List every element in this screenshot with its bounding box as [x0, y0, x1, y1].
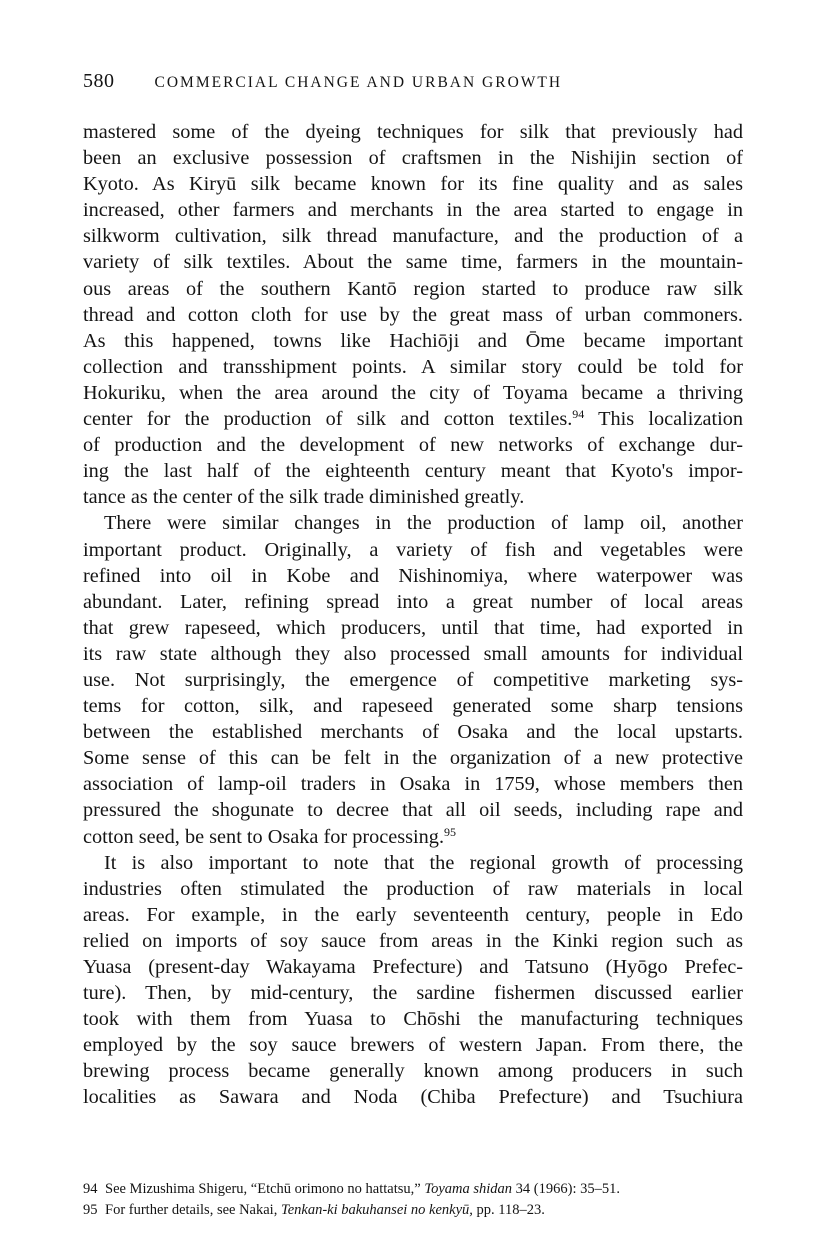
text-line: been an exclusive possession of craftsmen in the Nishijin section of [83, 147, 743, 170]
text-line: cotton seed, be sent to Osaka for processing.$^{95}$ [83, 824, 457, 848]
text-line: between the established merchants of Osaka and the local upstarts. [83, 721, 743, 744]
text-line: increased, other farmers and merchants in the area started to engage in [83, 199, 743, 222]
text-line: ous areas of the southern Kantō region started to produce raw silk [83, 277, 743, 300]
footnote-ref-94: 94 [572, 407, 585, 422]
text-line: Some sense of this can be felt in the organization of a new protective [83, 747, 743, 770]
text-line: localities as Sawara and Noda (Chiba Prefecture) and Tsuchiura [83, 1086, 743, 1109]
footnote-number: 95 [83, 1202, 98, 1218]
text-line: Yuasa (present-day Wakayama Prefecture) and Tatsuno (Hyōgo Prefec- [83, 956, 743, 978]
text-line: of production and the development of new networks of exchange dur- [83, 434, 743, 457]
text-line: mastered some of the dyeing techniques for silk that previously had [83, 121, 743, 143]
text-line: important product. Originally, a variety of fish and vegetables were [83, 538, 743, 561]
text-line: areas. For example, in the early seventeenth century, people in Edo [83, 903, 743, 926]
footnote-number: 94 [83, 1181, 98, 1197]
text-line: Kyoto. As Kiryū silk became known for its fine quality and as sales [83, 173, 743, 196]
text-line: industries often stimulated the production of raw materials in local [83, 877, 743, 900]
text-line: thread and cotton cloth for use by the great mass of urban commoners. [83, 303, 743, 326]
text-line: brewing process became generally known among producers in such [83, 1060, 743, 1083]
text-line: center for the production of silk and cotton textiles.$^{94}$ This localization [83, 407, 743, 431]
text-line: ing the last half of the eighteenth century meant that Kyoto's impor- [83, 460, 743, 483]
journal-title: Toyama shidan [424, 1181, 513, 1197]
footnote-95: 95 For further details, see Nakai, Tenkan-ki bakuhansei no kenkyū, pp. 118–23. [83, 1200, 743, 1221]
text-line: its raw state although they also processed small amounts for individual [83, 642, 743, 665]
text-line: ture). Then, by mid-century, the sardine fishermen discussed earlier [83, 982, 743, 1005]
footnotes [83, 1179, 743, 1221]
text-line: Hokuriku, when the area around the city of Toyama became a thriving [83, 381, 743, 404]
running-title: COMMERCIAL CHANGE AND URBAN GROWTH [154, 74, 563, 91]
text-line: took with them from Yuasa to Chōshi the manufacturing techniques [83, 1008, 743, 1031]
text-line: silkworm cultivation, silk thread manufacture, and the production of a [83, 225, 743, 248]
text-line: abundant. Later, refining spread into a great number of local areas [83, 590, 743, 613]
text-line: use. Not surprisingly, the emergence of competitive marketing sys- [83, 668, 743, 691]
text-line: tems for cotton, silk, and rapeseed generated some sharp tensions [83, 695, 743, 718]
text-line: There were similar changes in the production of lamp oil, another [104, 512, 743, 535]
text-line: collection and transshipment points. A similar story could be told for [83, 355, 743, 378]
text-line: that grew rapeseed, which producers, until that time, had exported in [83, 616, 743, 639]
body-text [83, 119, 743, 1111]
text-line: pressured the shogunate to decree that all oil seeds, including rape and [83, 799, 743, 822]
text-line: association of lamp-oil traders in Osaka in 1759, whose members then [83, 773, 743, 796]
text-line: tance as the center of the silk trade diminished greatly. [83, 486, 525, 509]
text-line: refined into oil in Kobe and Nishinomiya, where waterpower was [83, 564, 743, 587]
text-line: relied on imports of soy sauce from areas in the Kinki region such as [83, 929, 743, 952]
book-title: Tenkan-ki bakuhansei no kenkyū, [280, 1202, 473, 1218]
footnote-94: 94 See Mizushima Shigeru, “Etchū orimono no hattatsu,” Toyama shidan 34 (1966): 35–51. [83, 1179, 743, 1200]
page-number: 580 [83, 70, 115, 92]
text-line: As this happened, towns like Hachiōji and Ōme became important [83, 329, 743, 352]
running-head [83, 70, 743, 100]
text-line: It is also important to note that the regional growth of processing [104, 851, 743, 874]
text-line: employed by the soy sauce brewers of western Japan. From there, the [83, 1034, 743, 1057]
footnote-ref-95: 95 [444, 824, 457, 839]
text-line: variety of silk textiles. About the same time, farmers in the mountain- [83, 251, 743, 274]
